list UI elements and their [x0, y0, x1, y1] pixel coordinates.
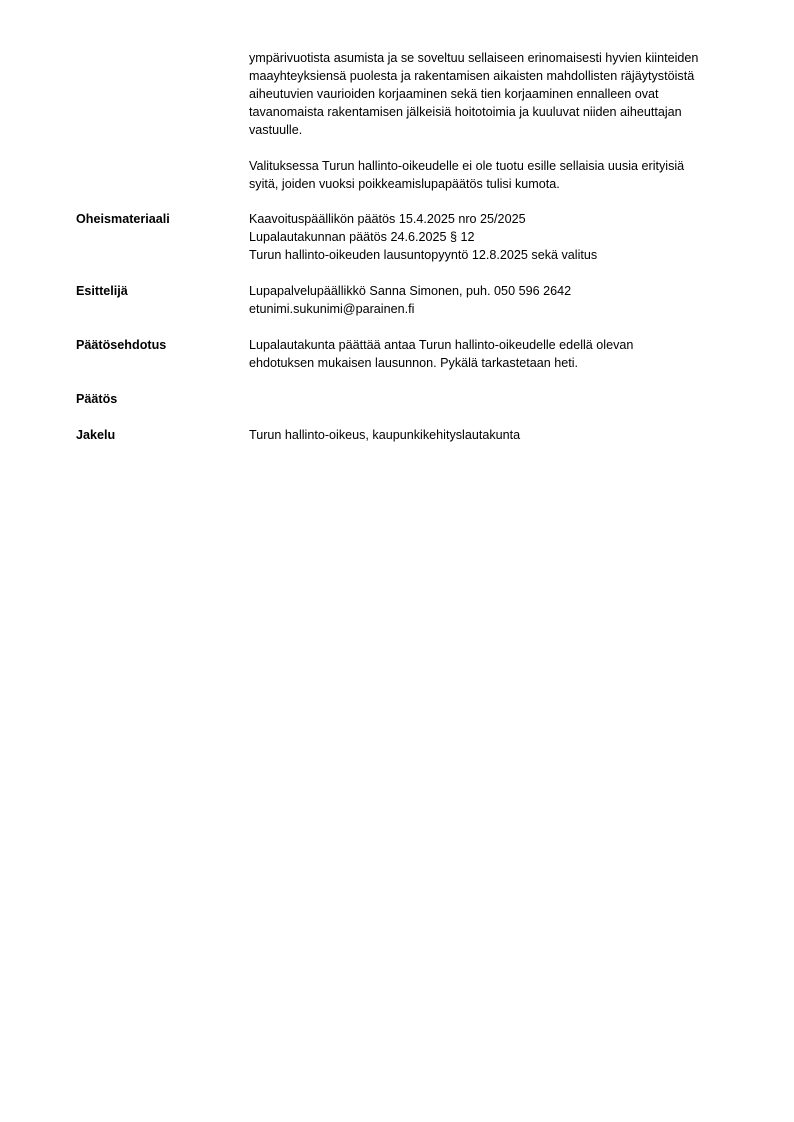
- section-body: [249, 210, 744, 264]
- section-label: Päätös: [76, 392, 118, 406]
- section-label: Oheismateriaali: [76, 212, 170, 226]
- paragraph-line: ympärivuotista asumista ja se soveltuu sellaiseen erinomaisesti hyvien kiinteiden: [249, 51, 699, 65]
- distribution-line: Turun hallinto-oikeus, kaupunkikehityslautakunta: [249, 428, 521, 442]
- attachment-item: Lupalautakunnan päätös 24.6.2025 § 12: [249, 230, 475, 244]
- attachment-item: Turun hallinto-oikeuden lausuntopyyntö 12.8.2025 sekä valitus: [249, 248, 598, 262]
- section-body: [249, 426, 744, 444]
- section-label: Jakelu: [76, 428, 116, 442]
- paragraph-line: maayhteyksiensä puolesta ja rakentamisen aikaisten mahdollisten räjäytystöistä: [249, 69, 695, 83]
- paragraph-spacer: [249, 139, 744, 157]
- section-label: Päätösehdotus: [76, 338, 167, 352]
- attachment-item: Kaavoituspäällikön päätös 15.4.2025 nro 25/2025: [249, 212, 526, 226]
- presenter-line: Lupapalvelupäällikkö Sanna Simonen, puh. 050 596 2642: [249, 284, 572, 298]
- proposal-line: ehdotuksen mukaisen lausunnon. Pykälä tarkastetaan heti.: [249, 356, 579, 370]
- section-body: [249, 282, 744, 318]
- presenter-email: etunimi.sukunimi@parainen.fi: [249, 302, 415, 316]
- paragraph-line: vastuulle.: [249, 123, 303, 137]
- intro-text: [249, 49, 744, 193]
- proposal-line: Lupalautakunta päättää antaa Turun hallinto-oikeudelle edellä olevan: [249, 338, 634, 352]
- paragraph-line: Valituksessa Turun hallinto-oikeudelle ei ole tuotu esille sellaisia uusia erityisiä: [249, 159, 685, 173]
- paragraph-line: aiheutuvien vaurioiden korjaaminen sekä tien korjaaminen ennalleen ovat: [249, 87, 659, 101]
- section-body: [249, 336, 744, 372]
- paragraph-line: tavanomaista rakentamisen jälkeisiä hoitotoimia ja kuuluvat niiden aiheuttajan: [249, 105, 682, 119]
- section-label: Esittelijä: [76, 284, 128, 298]
- paragraph-line: syitä, joiden vuoksi poikkeamislupapäätös tulisi kumota.: [249, 177, 560, 191]
